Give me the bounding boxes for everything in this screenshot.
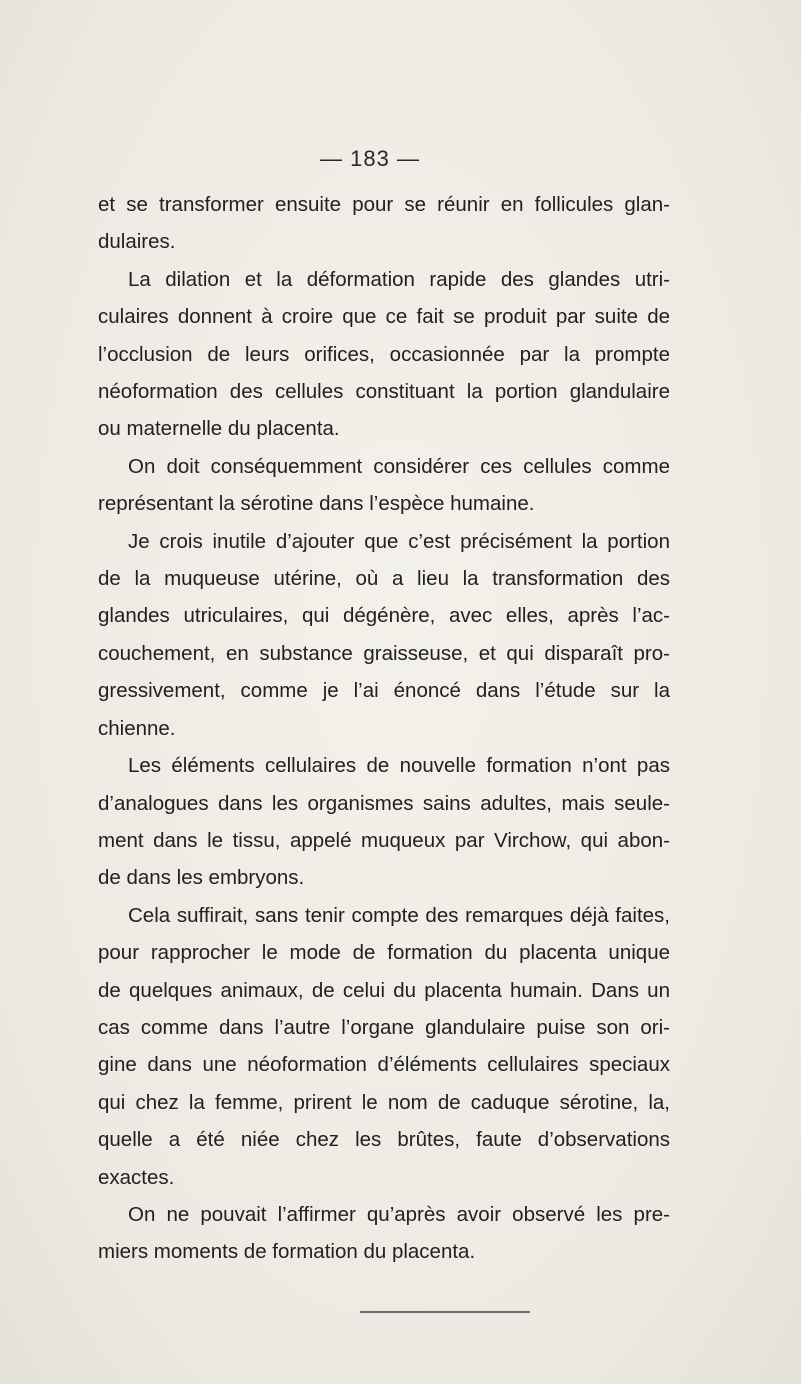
text-line: l’occlusion de leurs orifices, occasionnée par la prompte <box>98 342 670 366</box>
page-number: — 183 — <box>320 146 420 171</box>
text-line: néoformation des cellules constituant la portion glandulaire <box>98 380 670 404</box>
end-rule <box>360 1311 530 1313</box>
text-line: couchement, en substance graisseuse, et qui disparaît pro- <box>98 641 670 665</box>
text-line: exactes. <box>98 1165 175 1189</box>
text-line: dulaires. <box>98 230 176 254</box>
text-line: Les éléments cellulaires de nouvelle formation n’ont pas <box>128 754 670 778</box>
text-line: qui chez la femme, prirent le nom de caduque sérotine, la, <box>98 1090 670 1114</box>
text-line: ment dans le tissu, appelé muqueux par Virchow, qui abon- <box>98 828 670 852</box>
text-line: d’analogues dans les organismes sains adultes, mais seule- <box>98 791 670 815</box>
text-line: Je crois inutile d’ajouter que c’est précisément la portion <box>128 529 670 553</box>
text-line: gine dans une néoformation d’éléments cellulaires speciaux <box>98 1053 670 1077</box>
text-line: cas comme dans l’autre l’organe glandulaire puise son ori- <box>98 1015 670 1039</box>
body-text <box>98 186 670 1271</box>
text-line: culaires donnent à croire que ce fait se produit par suite de <box>98 305 670 329</box>
text-line: gressivement, comme je l’ai énoncé dans l’étude sur la <box>98 679 670 703</box>
text-line: chienne. <box>98 716 176 740</box>
text-line: miers moments de formation du placenta. <box>98 1240 476 1264</box>
text-line: On ne pouvait l’affirmer qu’après avoir observé les pre- <box>128 1202 670 1226</box>
text-line: quelle a été niée chez les brûtes, faute d’observations <box>98 1128 670 1152</box>
text-line: pour rapprocher le mode de formation du placenta unique <box>98 941 670 965</box>
text-line: et se transformer ensuite pour se réunir en follicules glan- <box>98 193 670 216</box>
text-line: représentant la sérotine dans l’espèce humaine. <box>98 492 535 516</box>
text-line: La dilation et la déformation rapide des glandes utri- <box>128 267 670 291</box>
text-line: ou maternelle du placenta. <box>98 417 340 441</box>
text-line: de la muqueuse utérine, où a lieu la transformation des <box>98 567 670 591</box>
text-line: On doit conséquemment considérer ces cellules comme <box>128 454 670 478</box>
text-line: Cela suffirait, sans tenir compte des remarques déjà faites, <box>128 903 670 927</box>
text-line: de dans les embryons. <box>98 866 305 890</box>
text-line: de quelques animaux, de celui du placenta humain. Dans un <box>98 978 670 1002</box>
text-line: glandes utriculaires, qui dégénère, avec elles, après l’ac- <box>98 604 670 628</box>
